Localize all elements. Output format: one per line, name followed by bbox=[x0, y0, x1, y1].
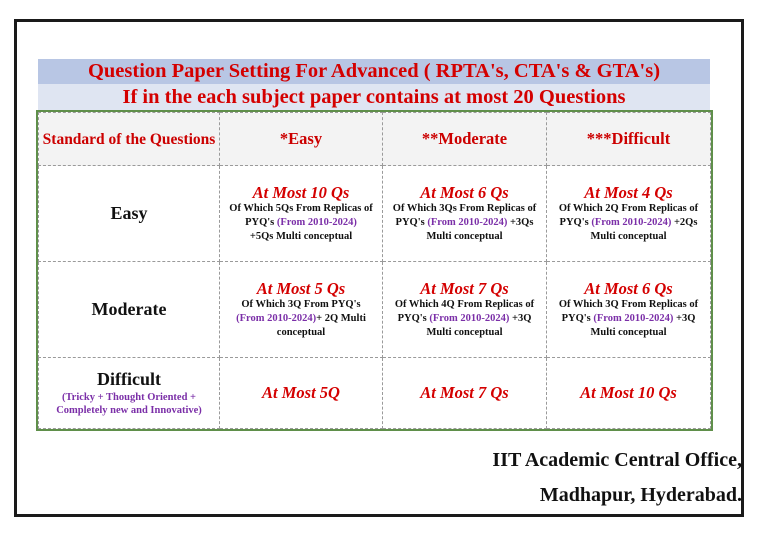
row-label-difficult: Difficult bbox=[97, 369, 161, 389]
row-label-difficult-cell bbox=[39, 358, 220, 429]
cell-detail bbox=[222, 298, 380, 340]
table-row-difficult bbox=[39, 358, 711, 429]
cell-easy-easy bbox=[220, 166, 383, 262]
title-line-2: If in the each subject paper contains at most 20 Questions bbox=[38, 84, 710, 111]
detail-pre: Of Which 4Q From Replicas of PYQ's bbox=[394, 298, 535, 324]
cell-detail bbox=[549, 298, 708, 340]
cell-difficult-difficult bbox=[547, 358, 711, 429]
footer-office: IIT Academic Central Office, bbox=[492, 449, 742, 471]
cell-moderate-difficult bbox=[547, 262, 711, 358]
detail-years: (From 2010-2024) bbox=[236, 312, 317, 324]
cell-detail bbox=[385, 298, 544, 340]
footer-location: Madhapur, Hyderabad. bbox=[539, 484, 742, 506]
column-header-difficult: ***Difficult bbox=[547, 113, 711, 166]
at-most-value: At Most 5 Qs bbox=[256, 278, 346, 298]
detail-pre: Of Which 3Q From Replicas of PYQ's bbox=[558, 298, 699, 324]
title-band bbox=[38, 59, 710, 111]
detail-years: (From 2010-2024) bbox=[429, 312, 510, 324]
at-most-value: At Most 6 Qs bbox=[584, 278, 673, 298]
corner-header: Standard of the Questions bbox=[39, 113, 220, 166]
detail-years: (From 2010-2024) bbox=[591, 216, 672, 228]
detail-years: (From 2010-2024) bbox=[276, 216, 357, 228]
at-most-value: At Most 7 Qs bbox=[420, 278, 509, 298]
detail-post: +3Qs Multi conceptual bbox=[426, 216, 534, 242]
at-most-value: At Most 7 Qs bbox=[420, 383, 509, 402]
detail-post: +3Q Multi conceptual bbox=[590, 312, 696, 338]
header-row bbox=[39, 113, 711, 166]
table-row-moderate bbox=[39, 262, 711, 358]
detail-years: (From 2010-2024) bbox=[593, 312, 674, 324]
detail-pre: Of Which 2Q From Replicas of PYQ's bbox=[558, 202, 699, 228]
cell-detail bbox=[549, 202, 708, 244]
table-row-easy bbox=[39, 166, 711, 262]
cell-moderate-easy bbox=[220, 262, 383, 358]
cell-difficult-moderate bbox=[383, 358, 547, 429]
cell-easy-moderate bbox=[383, 166, 547, 262]
detail-post: +3Q Multi conceptual bbox=[426, 312, 532, 338]
detail-post: + 2Q Multi conceptual bbox=[276, 312, 366, 338]
cell-detail bbox=[385, 202, 544, 244]
at-most-value: At Most 6 Qs bbox=[420, 182, 509, 202]
at-most-value: At Most 10 Qs bbox=[580, 383, 677, 402]
question-distribution-table bbox=[38, 112, 711, 429]
cell-easy-difficult bbox=[547, 166, 711, 262]
at-most-value: At Most 4 Qs bbox=[584, 182, 673, 202]
row-label-easy: Easy bbox=[39, 166, 220, 262]
detail-post: +2Qs Multi conceptual bbox=[590, 216, 698, 242]
detail-post: +5Qs Multi conceptual bbox=[249, 230, 353, 242]
detail-years: (From 2010-2024) bbox=[427, 216, 508, 228]
column-header-moderate: **Moderate bbox=[383, 113, 547, 166]
detail-pre: Of Which 3Q From PYQ's bbox=[241, 298, 361, 310]
at-most-value: At Most 10 Qs bbox=[252, 182, 350, 202]
cell-moderate-moderate bbox=[383, 262, 547, 358]
title-line-1: Question Paper Setting For Advanced ( RPTA's, CTA's & GTA's) bbox=[87, 60, 661, 82]
cell-difficult-easy bbox=[220, 358, 383, 429]
detail-pre: Of Which 3Qs From Replicas of PYQ's bbox=[392, 202, 537, 228]
detail-pre: Of Which 5Qs From Replicas of PYQ's bbox=[229, 202, 373, 228]
cell-detail bbox=[222, 202, 380, 244]
column-header-easy: *Easy bbox=[220, 113, 383, 166]
at-most-value: At Most 5Q bbox=[262, 383, 340, 402]
row-sublabel-difficult: (Tricky + Thought Oriented + Completely new and Innovative) bbox=[56, 392, 202, 416]
row-label-moderate: Moderate bbox=[39, 262, 220, 358]
